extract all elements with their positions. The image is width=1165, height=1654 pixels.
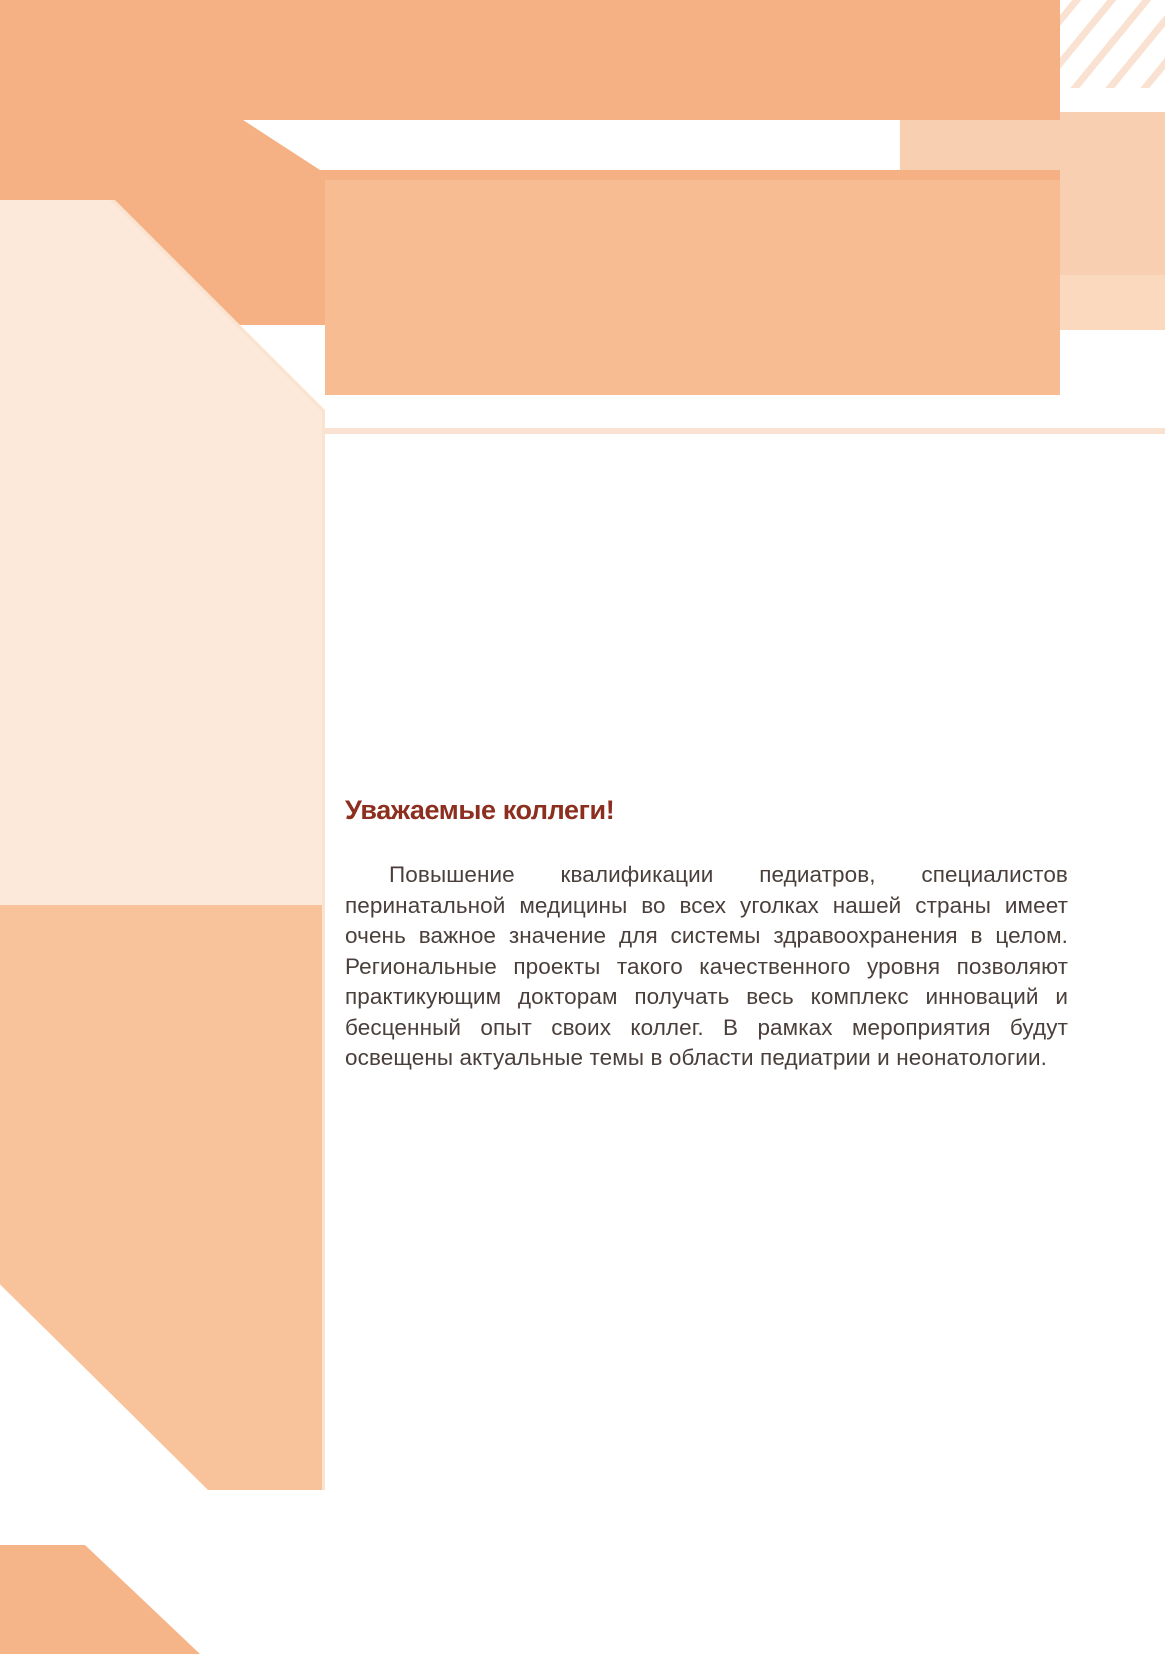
- top-right-pale-block: [845, 112, 1165, 330]
- left-band-upper-light: [0, 200, 322, 905]
- greeting-heading: Уважаемые коллеги!: [345, 795, 615, 825]
- angled-orange-banner-second: [325, 180, 1060, 395]
- left-vertical-peach-band: [0, 200, 325, 1490]
- thin-horizontal-rule: [325, 428, 1165, 434]
- text-block: [345, 795, 1068, 1074]
- top-right-pale-block-2: [900, 112, 1165, 275]
- intro-paragraph: Повышение квалификации педиатров, специалистов перинатальной медицины во всех уголках нашей страны имеет очень важное значение для системы здравоохранения в целом. Региональные проекты такого качественного уровня позволяют практикующим докторам получать весь комплекс инноваций и бесценный опыт своих коллег. В рамках мероприятия будут освещены актуальные темы в области педиатрии и неонатологии.: [345, 862, 1068, 1070]
- diagonal-stripes-pattern: [470, 0, 1165, 100]
- bottom-corner-wedge: [0, 1545, 200, 1654]
- bottom-left-orange-chevron: [0, 905, 322, 1490]
- angled-orange-banner-mid: [0, 105, 1060, 325]
- angled-orange-banner-top: [0, 0, 1060, 120]
